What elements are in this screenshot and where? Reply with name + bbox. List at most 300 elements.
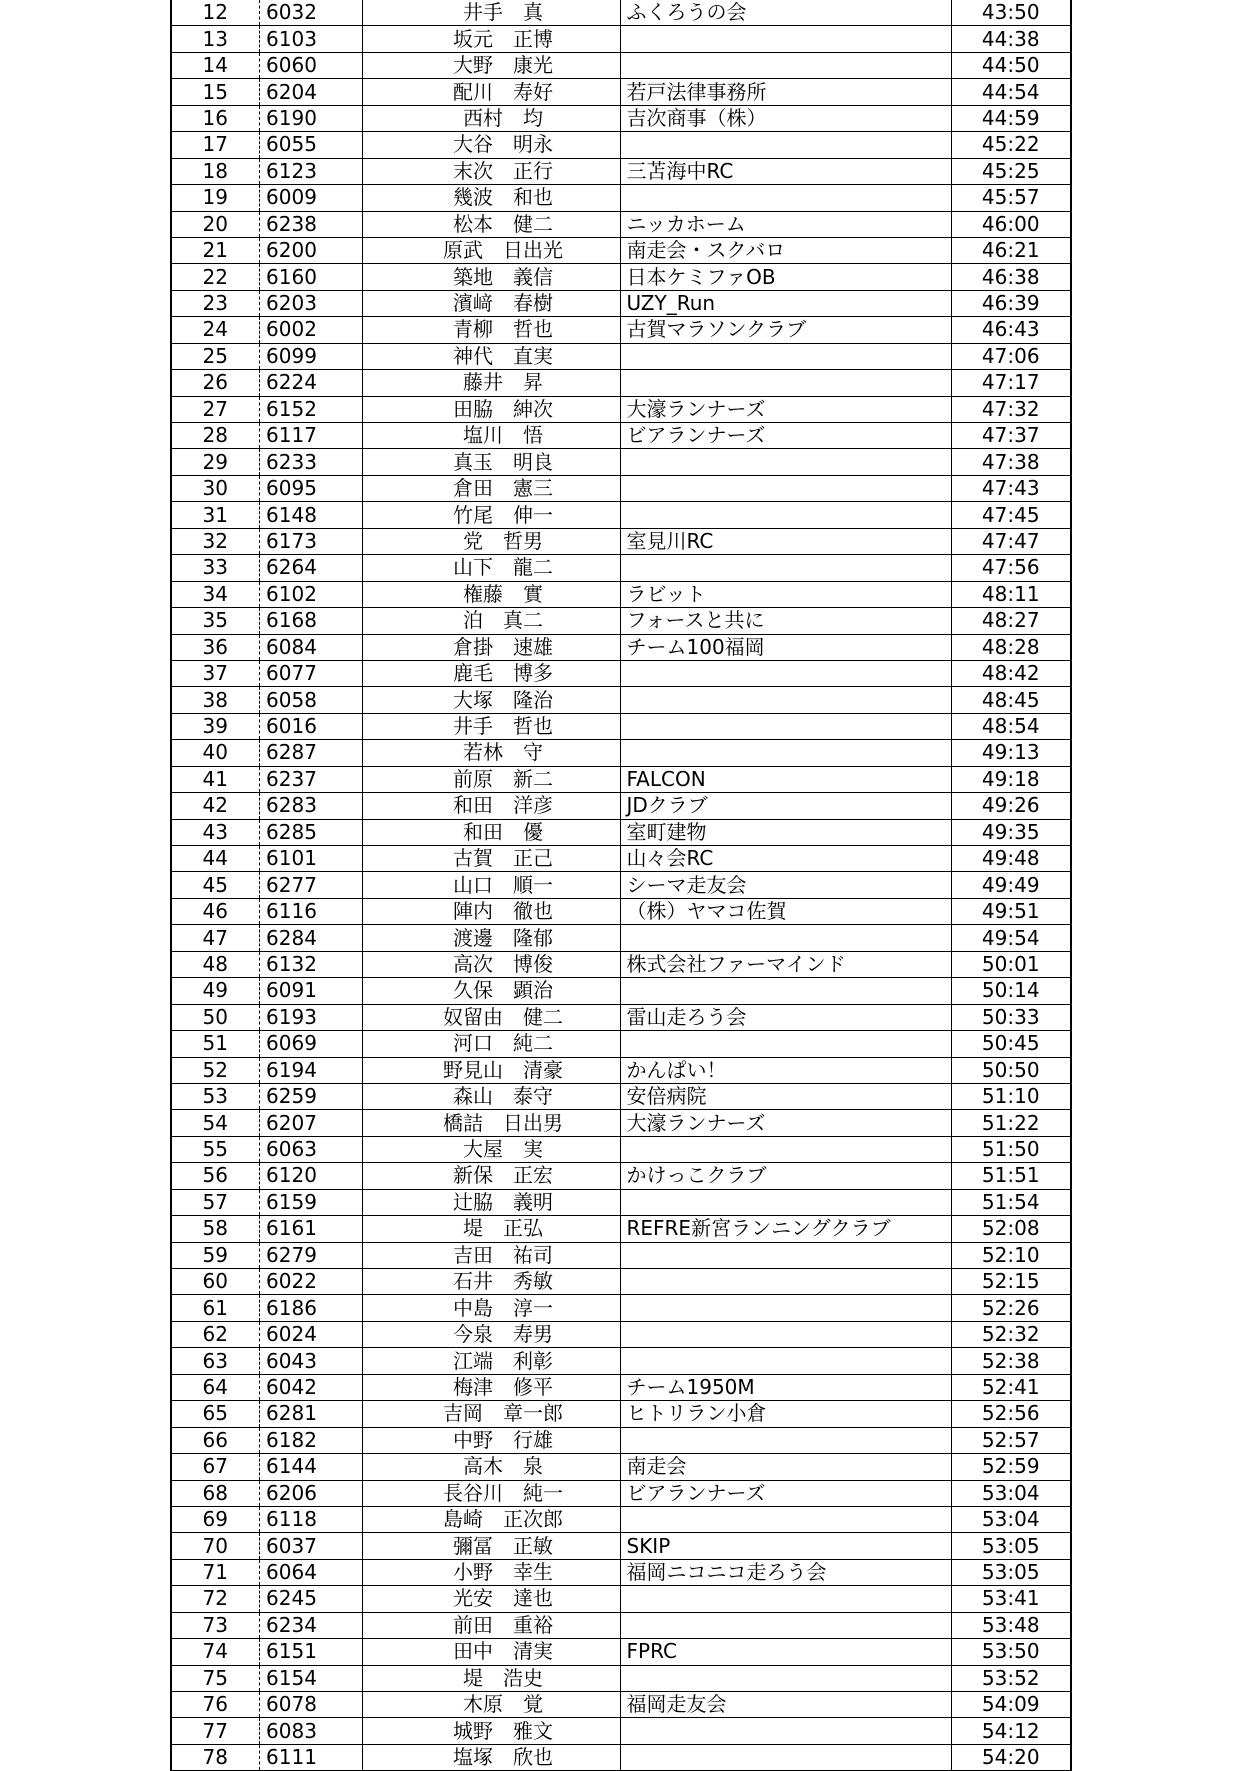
finish-time-cell: 50:01 bbox=[951, 951, 1071, 977]
bib-number-cell: 6151 bbox=[259, 1639, 362, 1665]
results-body bbox=[171, 0, 1071, 1771]
bib-number-cell: 6279 bbox=[259, 1242, 362, 1268]
runner-name-cell: 濱﨑 春樹 bbox=[362, 290, 620, 316]
table-row bbox=[171, 1242, 1071, 1268]
team-name-cell: 福岡ニコニコ走ろう会 bbox=[620, 1559, 951, 1585]
team-name-cell: SKIP bbox=[620, 1533, 951, 1559]
rank-cell: 50 bbox=[171, 1004, 259, 1030]
finish-time-cell: 49:26 bbox=[951, 793, 1071, 819]
runner-name-cell: 梅津 修平 bbox=[362, 1374, 620, 1400]
finish-time-cell: 48:54 bbox=[951, 713, 1071, 739]
runner-name-cell: 大野 康光 bbox=[362, 52, 620, 78]
team-name-cell bbox=[620, 687, 951, 713]
bib-number-cell: 6193 bbox=[259, 1004, 362, 1030]
finish-time-cell: 46:43 bbox=[951, 317, 1071, 343]
team-name-cell: かけっこクラブ bbox=[620, 1163, 951, 1189]
rank-cell: 33 bbox=[171, 555, 259, 581]
table-row bbox=[171, 396, 1071, 422]
rank-cell: 43 bbox=[171, 819, 259, 845]
table-row bbox=[171, 872, 1071, 898]
rank-cell: 20 bbox=[171, 211, 259, 237]
team-name-cell: ニッカホーム bbox=[620, 211, 951, 237]
rank-cell: 32 bbox=[171, 528, 259, 554]
rank-cell: 78 bbox=[171, 1744, 259, 1770]
finish-time-cell: 45:57 bbox=[951, 185, 1071, 211]
table-row bbox=[171, 1639, 1071, 1665]
runner-name-cell: 辻脇 義明 bbox=[362, 1189, 620, 1215]
runner-name-cell: 青柳 哲也 bbox=[362, 317, 620, 343]
runner-name-cell: 吉田 祐司 bbox=[362, 1242, 620, 1268]
finish-time-cell: 48:11 bbox=[951, 581, 1071, 607]
rank-cell: 16 bbox=[171, 105, 259, 131]
runner-name-cell: 塩川 悟 bbox=[362, 423, 620, 449]
rank-cell: 42 bbox=[171, 793, 259, 819]
bib-number-cell: 6043 bbox=[259, 1348, 362, 1374]
table-row bbox=[171, 343, 1071, 369]
table-row bbox=[171, 1454, 1071, 1480]
finish-time-cell: 50:45 bbox=[951, 1031, 1071, 1057]
rank-cell: 51 bbox=[171, 1031, 259, 1057]
bib-number-cell: 6283 bbox=[259, 793, 362, 819]
finish-time-cell: 51:50 bbox=[951, 1136, 1071, 1162]
table-row bbox=[171, 1533, 1071, 1559]
team-name-cell bbox=[620, 740, 951, 766]
team-name-cell: （株）ヤマコ佐賀 bbox=[620, 898, 951, 924]
runner-name-cell: 大谷 明永 bbox=[362, 132, 620, 158]
table-row bbox=[171, 105, 1071, 131]
finish-time-cell: 54:12 bbox=[951, 1718, 1071, 1744]
bib-number-cell: 6077 bbox=[259, 660, 362, 686]
team-name-cell bbox=[620, 1665, 951, 1691]
table-row bbox=[171, 793, 1071, 819]
rank-cell: 44 bbox=[171, 846, 259, 872]
rank-cell: 56 bbox=[171, 1163, 259, 1189]
team-name-cell: 古賀マラソンクラブ bbox=[620, 317, 951, 343]
rank-cell: 26 bbox=[171, 370, 259, 396]
runner-name-cell: 高次 博俊 bbox=[362, 951, 620, 977]
runner-name-cell: 島崎 正次郎 bbox=[362, 1506, 620, 1532]
runner-name-cell: 堤 正弘 bbox=[362, 1216, 620, 1242]
team-name-cell bbox=[620, 1586, 951, 1612]
finish-time-cell: 45:22 bbox=[951, 132, 1071, 158]
runner-name-cell: 久保 顕治 bbox=[362, 978, 620, 1004]
table-row bbox=[171, 1004, 1071, 1030]
table-row bbox=[171, 1031, 1071, 1057]
runner-name-cell: 倉掛 速雄 bbox=[362, 634, 620, 660]
runner-name-cell: 松本 健二 bbox=[362, 211, 620, 237]
finish-time-cell: 46:00 bbox=[951, 211, 1071, 237]
bib-number-cell: 6245 bbox=[259, 1586, 362, 1612]
bib-number-cell: 6173 bbox=[259, 528, 362, 554]
team-name-cell bbox=[620, 1321, 951, 1347]
runner-name-cell: 末次 正行 bbox=[362, 158, 620, 184]
rank-cell: 39 bbox=[171, 713, 259, 739]
team-name-cell: JDクラブ bbox=[620, 793, 951, 819]
bib-number-cell: 6190 bbox=[259, 105, 362, 131]
finish-time-cell: 46:38 bbox=[951, 264, 1071, 290]
finish-time-cell: 49:54 bbox=[951, 925, 1071, 951]
table-row bbox=[171, 740, 1071, 766]
runner-name-cell: 権藤 實 bbox=[362, 581, 620, 607]
team-name-cell bbox=[620, 449, 951, 475]
finish-time-cell: 51:10 bbox=[951, 1083, 1071, 1109]
bib-number-cell: 6069 bbox=[259, 1031, 362, 1057]
bib-number-cell: 6194 bbox=[259, 1057, 362, 1083]
bib-number-cell: 6064 bbox=[259, 1559, 362, 1585]
bib-number-cell: 6203 bbox=[259, 290, 362, 316]
bib-number-cell: 6042 bbox=[259, 1374, 362, 1400]
team-name-cell: ビアランナーズ bbox=[620, 423, 951, 449]
rank-cell: 73 bbox=[171, 1612, 259, 1638]
bib-number-cell: 6238 bbox=[259, 211, 362, 237]
bib-number-cell: 6099 bbox=[259, 343, 362, 369]
table-row bbox=[171, 1744, 1071, 1770]
team-name-cell bbox=[620, 1744, 951, 1770]
finish-time-cell: 47:45 bbox=[951, 502, 1071, 528]
team-name-cell bbox=[620, 26, 951, 52]
team-name-cell bbox=[620, 555, 951, 581]
runner-name-cell: 今泉 寿男 bbox=[362, 1321, 620, 1347]
team-name-cell: 若戸法律事務所 bbox=[620, 79, 951, 105]
table-row bbox=[171, 52, 1071, 78]
table-row bbox=[171, 1612, 1071, 1638]
bib-number-cell: 6132 bbox=[259, 951, 362, 977]
bib-number-cell: 6016 bbox=[259, 713, 362, 739]
team-name-cell bbox=[620, 132, 951, 158]
bib-number-cell: 6224 bbox=[259, 370, 362, 396]
rank-cell: 34 bbox=[171, 581, 259, 607]
bib-number-cell: 6117 bbox=[259, 423, 362, 449]
table-row bbox=[171, 185, 1071, 211]
rank-cell: 31 bbox=[171, 502, 259, 528]
finish-time-cell: 48:27 bbox=[951, 608, 1071, 634]
runner-name-cell: 橋詰 日出男 bbox=[362, 1110, 620, 1136]
finish-time-cell: 54:20 bbox=[951, 1744, 1071, 1770]
table-row bbox=[171, 0, 1071, 26]
team-name-cell: UZY_Run bbox=[620, 290, 951, 316]
finish-time-cell: 44:38 bbox=[951, 26, 1071, 52]
team-name-cell: 福岡走友会 bbox=[620, 1692, 951, 1718]
finish-time-cell: 51:51 bbox=[951, 1163, 1071, 1189]
table-row bbox=[171, 1216, 1071, 1242]
rank-cell: 12 bbox=[171, 0, 259, 26]
rank-cell: 69 bbox=[171, 1506, 259, 1532]
bib-number-cell: 6161 bbox=[259, 1216, 362, 1242]
table-row bbox=[171, 1269, 1071, 1295]
bib-number-cell: 6102 bbox=[259, 581, 362, 607]
finish-time-cell: 52:15 bbox=[951, 1269, 1071, 1295]
table-row bbox=[171, 846, 1071, 872]
bib-number-cell: 6032 bbox=[259, 0, 362, 26]
finish-time-cell: 50:33 bbox=[951, 1004, 1071, 1030]
runner-name-cell: 前原 新二 bbox=[362, 766, 620, 792]
finish-time-cell: 52:41 bbox=[951, 1374, 1071, 1400]
finish-time-cell: 53:04 bbox=[951, 1506, 1071, 1532]
table-row bbox=[171, 528, 1071, 554]
team-name-cell bbox=[620, 660, 951, 686]
rank-cell: 62 bbox=[171, 1321, 259, 1347]
team-name-cell bbox=[620, 1031, 951, 1057]
bib-number-cell: 6111 bbox=[259, 1744, 362, 1770]
rank-cell: 29 bbox=[171, 449, 259, 475]
finish-time-cell: 49:48 bbox=[951, 846, 1071, 872]
table-row bbox=[171, 925, 1071, 951]
finish-time-cell: 46:21 bbox=[951, 237, 1071, 263]
team-name-cell: 日本ケミファOB bbox=[620, 264, 951, 290]
runner-name-cell: 吉岡 章一郎 bbox=[362, 1401, 620, 1427]
table-row bbox=[171, 555, 1071, 581]
table-row bbox=[171, 1163, 1071, 1189]
table-row bbox=[171, 475, 1071, 501]
bib-number-cell: 6103 bbox=[259, 26, 362, 52]
finish-time-cell: 50:50 bbox=[951, 1057, 1071, 1083]
table-row bbox=[171, 1401, 1071, 1427]
team-name-cell: FALCON bbox=[620, 766, 951, 792]
table-row bbox=[171, 1506, 1071, 1532]
table-row bbox=[171, 581, 1071, 607]
bib-number-cell: 6037 bbox=[259, 1533, 362, 1559]
team-name-cell: ふくろうの会 bbox=[620, 0, 951, 26]
runner-name-cell: 倉田 憲三 bbox=[362, 475, 620, 501]
runner-name-cell: 真玉 明良 bbox=[362, 449, 620, 475]
runner-name-cell: 木原 覚 bbox=[362, 1692, 620, 1718]
team-name-cell: ヒトリラン小倉 bbox=[620, 1401, 951, 1427]
finish-time-cell: 48:45 bbox=[951, 687, 1071, 713]
finish-time-cell: 51:54 bbox=[951, 1189, 1071, 1215]
finish-time-cell: 52:57 bbox=[951, 1427, 1071, 1453]
rank-cell: 66 bbox=[171, 1427, 259, 1453]
table-row bbox=[171, 1057, 1071, 1083]
team-name-cell: チーム1950M bbox=[620, 1374, 951, 1400]
team-name-cell: REFRE新宮ランニングクラブ bbox=[620, 1216, 951, 1242]
bib-number-cell: 6277 bbox=[259, 872, 362, 898]
finish-time-cell: 44:59 bbox=[951, 105, 1071, 131]
finish-time-cell: 44:50 bbox=[951, 52, 1071, 78]
team-name-cell bbox=[620, 475, 951, 501]
team-name-cell: ラビット bbox=[620, 581, 951, 607]
team-name-cell: 雷山走ろう会 bbox=[620, 1004, 951, 1030]
finish-time-cell: 47:17 bbox=[951, 370, 1071, 396]
rank-cell: 28 bbox=[171, 423, 259, 449]
runner-name-cell: 中島 淳一 bbox=[362, 1295, 620, 1321]
rank-cell: 68 bbox=[171, 1480, 259, 1506]
rank-cell: 46 bbox=[171, 898, 259, 924]
runner-name-cell: 森山 泰守 bbox=[362, 1083, 620, 1109]
rank-cell: 37 bbox=[171, 660, 259, 686]
bib-number-cell: 6084 bbox=[259, 634, 362, 660]
runner-name-cell: 配川 寿好 bbox=[362, 79, 620, 105]
runner-name-cell: 城野 雅文 bbox=[362, 1718, 620, 1744]
team-name-cell bbox=[620, 925, 951, 951]
rank-cell: 21 bbox=[171, 237, 259, 263]
finish-time-cell: 53:41 bbox=[951, 1586, 1071, 1612]
runner-name-cell: 塩塚 欣也 bbox=[362, 1744, 620, 1770]
rank-cell: 23 bbox=[171, 290, 259, 316]
runner-name-cell: 田中 清実 bbox=[362, 1639, 620, 1665]
table-row bbox=[171, 1136, 1071, 1162]
finish-time-cell: 47:47 bbox=[951, 528, 1071, 554]
runner-name-cell: 大屋 実 bbox=[362, 1136, 620, 1162]
bib-number-cell: 6154 bbox=[259, 1665, 362, 1691]
team-name-cell: 大濠ランナーズ bbox=[620, 1110, 951, 1136]
finish-time-cell: 49:51 bbox=[951, 898, 1071, 924]
team-name-cell bbox=[620, 1136, 951, 1162]
table-row bbox=[171, 237, 1071, 263]
finish-time-cell: 48:28 bbox=[951, 634, 1071, 660]
bib-number-cell: 6095 bbox=[259, 475, 362, 501]
runner-name-cell: 山下 龍二 bbox=[362, 555, 620, 581]
finish-time-cell: 47:43 bbox=[951, 475, 1071, 501]
team-name-cell bbox=[620, 1427, 951, 1453]
team-name-cell: シーマ走友会 bbox=[620, 872, 951, 898]
table-row bbox=[171, 978, 1071, 1004]
runner-name-cell: 泊 真二 bbox=[362, 608, 620, 634]
team-name-cell: チーム100福岡 bbox=[620, 634, 951, 660]
rank-cell: 54 bbox=[171, 1110, 259, 1136]
runner-name-cell: 和田 優 bbox=[362, 819, 620, 845]
table-row bbox=[171, 317, 1071, 343]
runner-name-cell: 神代 直実 bbox=[362, 343, 620, 369]
rank-cell: 63 bbox=[171, 1348, 259, 1374]
rank-cell: 75 bbox=[171, 1665, 259, 1691]
runner-name-cell: 大塚 隆治 bbox=[362, 687, 620, 713]
rank-cell: 38 bbox=[171, 687, 259, 713]
bib-number-cell: 6091 bbox=[259, 978, 362, 1004]
runner-name-cell: 幾波 和也 bbox=[362, 185, 620, 211]
team-name-cell: FPRC bbox=[620, 1639, 951, 1665]
runner-name-cell: 石井 秀敏 bbox=[362, 1269, 620, 1295]
bib-number-cell: 6144 bbox=[259, 1454, 362, 1480]
bib-number-cell: 6009 bbox=[259, 185, 362, 211]
rank-cell: 25 bbox=[171, 343, 259, 369]
finish-time-cell: 52:56 bbox=[951, 1401, 1071, 1427]
runner-name-cell: 藤井 昇 bbox=[362, 370, 620, 396]
finish-time-cell: 43:50 bbox=[951, 0, 1071, 26]
rank-cell: 59 bbox=[171, 1242, 259, 1268]
team-name-cell: 株式会社ファーマインド bbox=[620, 951, 951, 977]
bib-number-cell: 6281 bbox=[259, 1401, 362, 1427]
rank-cell: 52 bbox=[171, 1057, 259, 1083]
table-row bbox=[171, 1718, 1071, 1744]
bib-number-cell: 6159 bbox=[259, 1189, 362, 1215]
finish-time-cell: 46:39 bbox=[951, 290, 1071, 316]
table-row bbox=[171, 713, 1071, 739]
team-name-cell bbox=[620, 1269, 951, 1295]
results-table bbox=[170, 0, 1072, 1771]
rank-cell: 76 bbox=[171, 1692, 259, 1718]
rank-cell: 61 bbox=[171, 1295, 259, 1321]
rank-cell: 58 bbox=[171, 1216, 259, 1242]
team-name-cell bbox=[620, 1612, 951, 1638]
bib-number-cell: 6024 bbox=[259, 1321, 362, 1347]
bib-number-cell: 6123 bbox=[259, 158, 362, 184]
finish-time-cell: 50:14 bbox=[951, 978, 1071, 1004]
team-name-cell bbox=[620, 1189, 951, 1215]
finish-time-cell: 53:48 bbox=[951, 1612, 1071, 1638]
finish-time-cell: 53:52 bbox=[951, 1665, 1071, 1691]
rank-cell: 60 bbox=[171, 1269, 259, 1295]
team-name-cell: 室見川RC bbox=[620, 528, 951, 554]
table-row bbox=[171, 1189, 1071, 1215]
bib-number-cell: 6063 bbox=[259, 1136, 362, 1162]
runner-name-cell: 坂元 正博 bbox=[362, 26, 620, 52]
table-row bbox=[171, 449, 1071, 475]
bib-number-cell: 6200 bbox=[259, 237, 362, 263]
runner-name-cell: 新保 正宏 bbox=[362, 1163, 620, 1189]
finish-time-cell: 53:50 bbox=[951, 1639, 1071, 1665]
rank-cell: 30 bbox=[171, 475, 259, 501]
rank-cell: 18 bbox=[171, 158, 259, 184]
bib-number-cell: 6233 bbox=[259, 449, 362, 475]
team-name-cell: 南走会 bbox=[620, 1454, 951, 1480]
bib-number-cell: 6237 bbox=[259, 766, 362, 792]
table-row bbox=[171, 1083, 1071, 1109]
runner-name-cell: 長谷川 純一 bbox=[362, 1480, 620, 1506]
bib-number-cell: 6060 bbox=[259, 52, 362, 78]
table-row bbox=[171, 608, 1071, 634]
finish-time-cell: 47:56 bbox=[951, 555, 1071, 581]
runner-name-cell: 江端 利彰 bbox=[362, 1348, 620, 1374]
rank-cell: 74 bbox=[171, 1639, 259, 1665]
bib-number-cell: 6152 bbox=[259, 396, 362, 422]
bib-number-cell: 6259 bbox=[259, 1083, 362, 1109]
bib-number-cell: 6055 bbox=[259, 132, 362, 158]
rank-cell: 35 bbox=[171, 608, 259, 634]
finish-time-cell: 53:05 bbox=[951, 1533, 1071, 1559]
runner-name-cell: 鹿毛 博多 bbox=[362, 660, 620, 686]
table-row bbox=[171, 158, 1071, 184]
rank-cell: 48 bbox=[171, 951, 259, 977]
table-row bbox=[171, 264, 1071, 290]
runner-name-cell: 井手 真 bbox=[362, 0, 620, 26]
rank-cell: 72 bbox=[171, 1586, 259, 1612]
runner-name-cell: 原武 日出光 bbox=[362, 237, 620, 263]
runner-name-cell: 渡邊 隆郁 bbox=[362, 925, 620, 951]
runner-name-cell: 奴留由 健二 bbox=[362, 1004, 620, 1030]
bib-number-cell: 6204 bbox=[259, 79, 362, 105]
table-row bbox=[171, 951, 1071, 977]
team-name-cell: 三苫海中RC bbox=[620, 158, 951, 184]
runner-name-cell: 若林 守 bbox=[362, 740, 620, 766]
bib-number-cell: 6002 bbox=[259, 317, 362, 343]
finish-time-cell: 49:35 bbox=[951, 819, 1071, 845]
team-name-cell bbox=[620, 343, 951, 369]
runner-name-cell: 中野 行雄 bbox=[362, 1427, 620, 1453]
bib-number-cell: 6148 bbox=[259, 502, 362, 528]
rank-cell: 71 bbox=[171, 1559, 259, 1585]
rank-cell: 67 bbox=[171, 1454, 259, 1480]
finish-time-cell: 51:22 bbox=[951, 1110, 1071, 1136]
bib-number-cell: 6182 bbox=[259, 1427, 362, 1453]
runner-name-cell: 田脇 紳次 bbox=[362, 396, 620, 422]
finish-time-cell: 47:06 bbox=[951, 343, 1071, 369]
finish-time-cell: 52:10 bbox=[951, 1242, 1071, 1268]
runner-name-cell: 河口 純二 bbox=[362, 1031, 620, 1057]
table-row bbox=[171, 1348, 1071, 1374]
runner-name-cell: 和田 洋彦 bbox=[362, 793, 620, 819]
team-name-cell bbox=[620, 370, 951, 396]
bib-number-cell: 6234 bbox=[259, 1612, 362, 1638]
runner-name-cell: 高木 泉 bbox=[362, 1454, 620, 1480]
bib-number-cell: 6207 bbox=[259, 1110, 362, 1136]
team-name-cell bbox=[620, 978, 951, 1004]
table-row bbox=[171, 819, 1071, 845]
runner-name-cell: 党 哲男 bbox=[362, 528, 620, 554]
runner-name-cell: 光安 達也 bbox=[362, 1586, 620, 1612]
bib-number-cell: 6160 bbox=[259, 264, 362, 290]
table-row bbox=[171, 79, 1071, 105]
finish-time-cell: 49:13 bbox=[951, 740, 1071, 766]
